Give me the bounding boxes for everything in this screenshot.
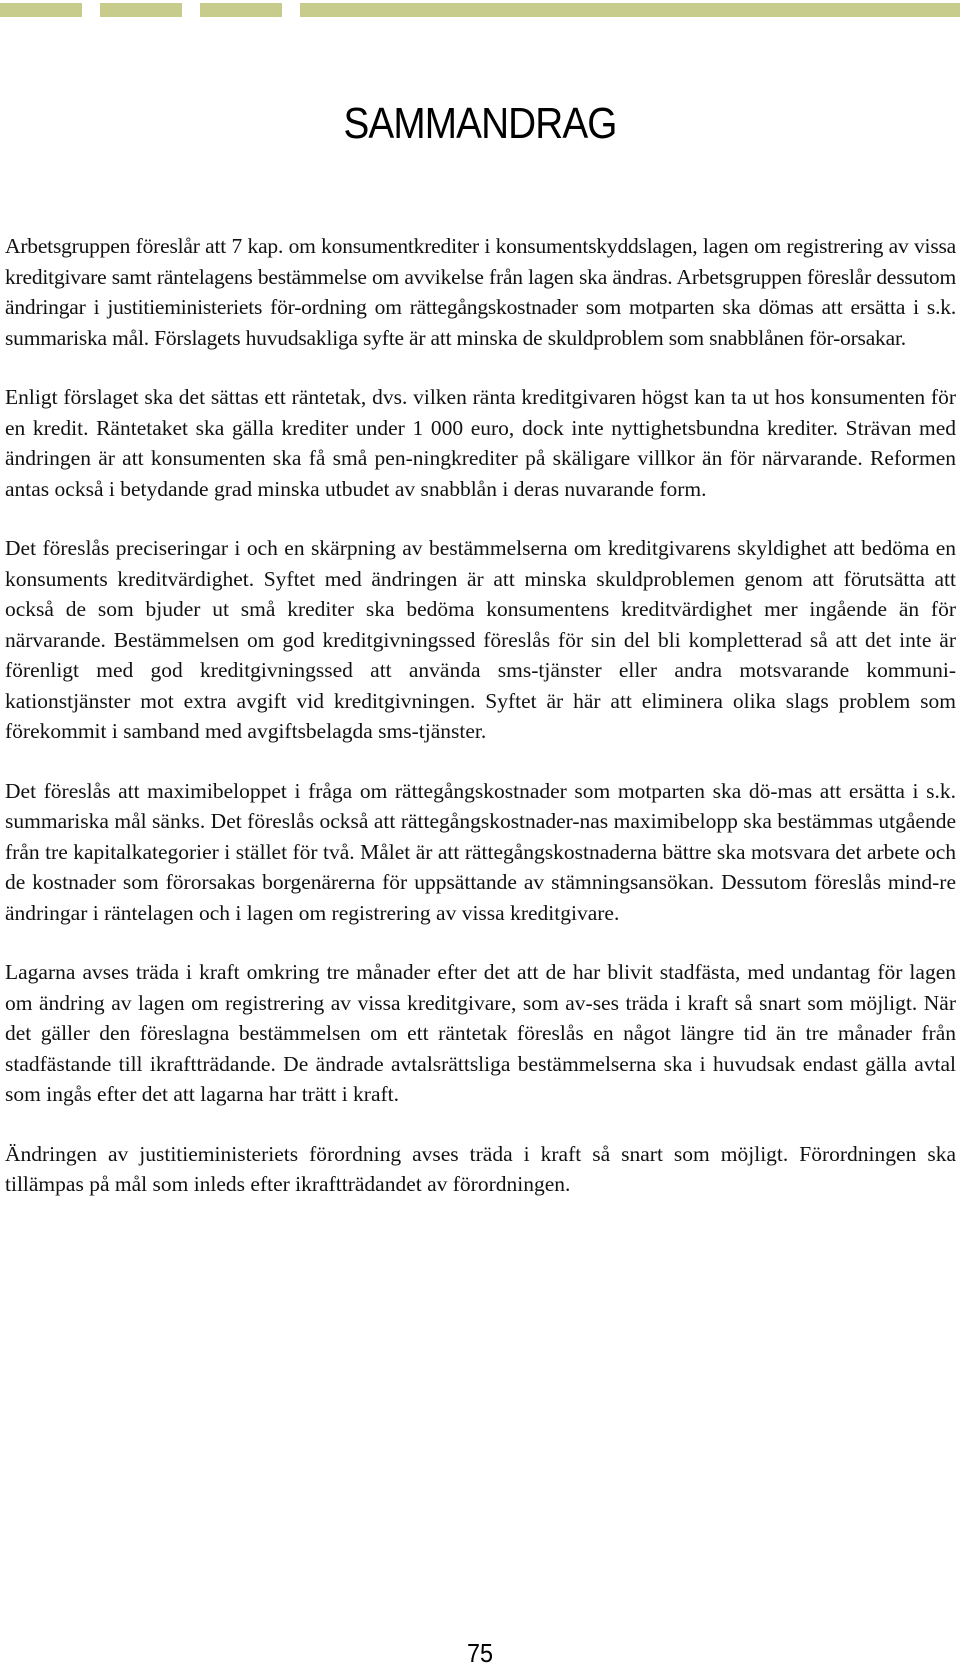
document-body bbox=[5, 231, 956, 1229]
header-decoration bbox=[0, 3, 960, 17]
header-bar bbox=[100, 3, 182, 17]
paragraph: Det föreslås att maximibeloppet i fråga om rättegångskostnader som motparten ska dö-mas att ersätta i s.k. summariska mål sänks. Det föreslås också att rättegångskostnader-nas maximibelopp ska bestämmas utgående från tre kapitalkategorier i stället för två. Målet är att rättegångskostnaderna bättre ska motsvara det arbete och de kostnader som förorsakas borgenärerna för uppsättande av stämningsansökan. Dessutom föreslås mind-re ändringar i räntelagen och i lagen om registrering av vissa kreditgivare. bbox=[5, 778, 956, 925]
page-title: SAMMANDRAG bbox=[343, 99, 617, 148]
paragraph: Arbetsgruppen föreslår att 7 kap. om konsumentkrediter i konsumentskyddslagen, lagen om registrering av vissa kreditgivare samt räntelagens bestämmelse om avvikelse från lagen ska ändras. Arbetsgruppen föreslår dessutom ändringar i justitieministeriets för-ordning om rättegångskostnader som motparten ska dömas att ersätta i s.k. summariska mål. Förslagets huvudsakliga syfte är att minska de skuldproblem som snabblånen för-orsakar. bbox=[5, 234, 956, 350]
header-bar bbox=[0, 3, 82, 17]
header-bar bbox=[300, 3, 960, 17]
paragraph: Enligt förslaget ska det sättas ett räntetak, dvs. vilken ränta kreditgivaren högst kan ta ut hos konsumenten för en kredit. Räntetaket ska gälla krediter under 1 000 euro, dock inte nyttighetsbundna krediter. Strävan med ändringen är att konsumenten ska få små pen-ningkrediter på skäligare villkor än för närvarande. Reformen antas också i betydande grad minska utbudet av snabblån i deras nuvarande form. bbox=[5, 385, 956, 501]
paragraph: Lagarna avses träda i kraft omkring tre månader efter det att de har blivit stadfästa, med undantag för lagen om ändring av lagen om registrering av vissa kreditgivare, som av-ses träda i kraft så snart som möjligt. När det gäller den föreslagna bestämmelsen om ett räntetak föreslås en något längre tid än tre månader från stadfästande till ikraftträdande. De ändrade avtalsrättsliga bestämmelserna ska i huvudsak endast gälla avtal som ingås efter det att lagarna har trätt i kraft. bbox=[5, 960, 956, 1106]
paragraph: Det föreslås preciseringar i och en skärpning av bestämmelserna om kreditgivarens skyldighet att bedöma en konsuments kreditvärdighet. Syftet med ändringen är att minska skuldproblemen genom att förutsätta att också de som bjuder ut små krediter ska bedöma konsumentens kreditvärdighet mer ingående än för närvarande. Bestämmelsen om god kreditgivningssed föreslås för sin del bli kompletterad så att det inte är förenligt med god kreditgivningssed att använda sms-tjänster eller andra motsvarande kommuni-kationstjänster mot extra avgift vid kreditgivningen. Syftet är här att eliminera olika slags problem som förekommit i samband med avgiftsbelagda sms-tjänster. bbox=[5, 536, 956, 743]
paragraph: Ändringen av justitieministeriets förordning avses träda i kraft så snart som möjligt. Förordningen ska tillämpas på mål som inleds efter ikraftträdandet av förordningen. bbox=[5, 1141, 956, 1196]
page-number: 75 bbox=[466, 1638, 494, 1668]
header-bar bbox=[200, 3, 282, 17]
